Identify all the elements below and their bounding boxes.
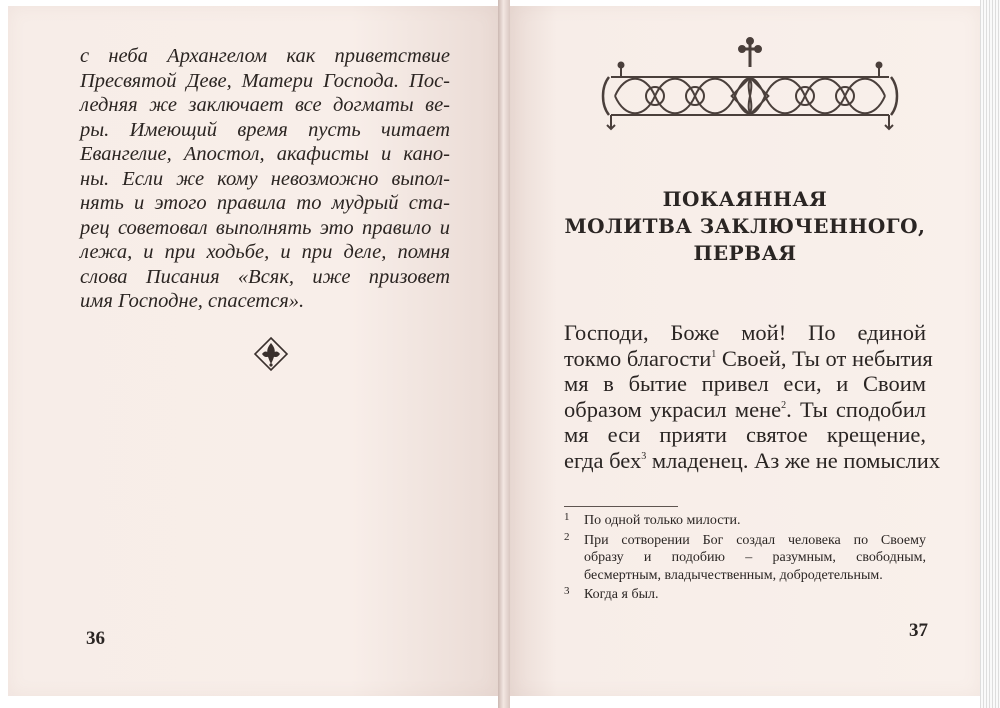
text-line: Господи, Боже мой! По единой (564, 320, 926, 345)
fleuron-ornament-icon (251, 334, 291, 374)
text-line: лежа, и при ходьбе, и при деле, помня (80, 241, 450, 263)
text-fragment: младенец. Аз же не помыслих (646, 447, 941, 473)
footnote-mark: 3 (564, 585, 570, 597)
footnote-ref: 2 (781, 399, 787, 411)
prayer-title (560, 186, 930, 267)
text-line: мя еси прияти святое крещение, (564, 422, 926, 447)
footnote-line: образу и подобию – разумным, свободным, (584, 550, 926, 565)
page-edges (980, 0, 1000, 708)
text-line: слова Писания «Всяк, иже призовет (80, 265, 450, 288)
headpiece-ornament-icon (601, 37, 899, 133)
footnotes (564, 512, 926, 606)
text-line: рец советовал выполнять это правило и (80, 216, 450, 239)
footnote-mark: 2 (564, 530, 570, 543)
footnote-ref: 1 (711, 348, 717, 360)
text-line: ледняя же заключает все догматы ве- (80, 94, 450, 116)
footnote-separator (564, 506, 678, 507)
footnote-line: По одной только милости. (584, 513, 741, 528)
text-line: мя в бытие привел еси, и Своим (564, 371, 926, 396)
title-line: МОЛИТВА ЗАКЛЮЧЕННОГО, (564, 214, 926, 238)
text-line: нять и этого правила то мудрый ста- (80, 192, 450, 214)
title-line: ПЕРВАЯ (693, 241, 797, 265)
text-fragment: Своей, Ты от небытия (716, 345, 933, 371)
text-line (564, 397, 926, 423)
footnote-line: Когда я был. (584, 587, 659, 602)
text-fragment: образом украсил мене (564, 396, 782, 422)
left-page-text (80, 44, 450, 314)
text-line: ны. Если же кому невозможно выпол- (80, 167, 450, 190)
footnote-ref: 3 (641, 450, 647, 462)
text-line: с неба Архангелом как приветствие (80, 45, 450, 67)
page-number-left: 36 (86, 628, 105, 649)
text-line: Евангелие, Апостол, акафисты и кано- (80, 143, 450, 165)
footnote-line: бесмертным, владычественным, добродетельным. (584, 567, 883, 583)
footnote (564, 512, 926, 530)
page-number-right: 37 (909, 620, 928, 641)
prayer-text (564, 320, 941, 473)
text-line (564, 345, 933, 372)
text-fragment: . Ты сподобил (786, 396, 926, 422)
text-line (564, 447, 941, 474)
footnote-line: При сотворении Бог создал человека по Своему (584, 532, 926, 548)
text-line: ры. Имеющий время пусть читает (80, 118, 450, 141)
title-line: ПОКАЯННАЯ (662, 187, 828, 211)
text-line: имя Господне, спасется». (80, 290, 305, 312)
text-line: Пресвятой Деве, Матери Господа. Пос- (80, 69, 450, 92)
text-fragment: токмо благости (564, 345, 712, 371)
footnote (564, 586, 926, 604)
text-fragment: егда бех (564, 447, 642, 473)
footnote-mark: 1 (564, 511, 570, 523)
book-gutter (498, 0, 510, 708)
footnote (564, 532, 926, 585)
